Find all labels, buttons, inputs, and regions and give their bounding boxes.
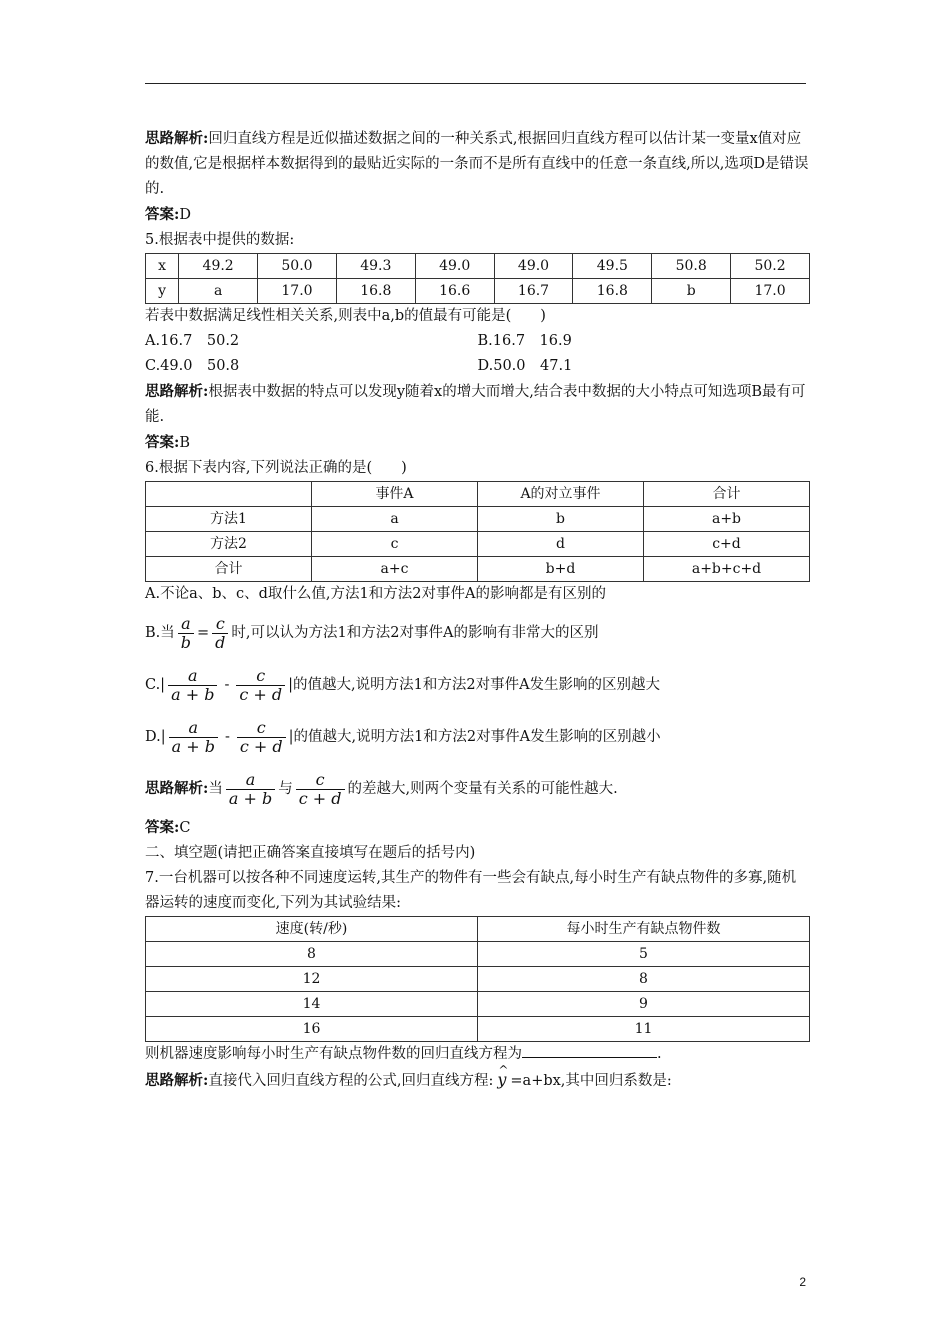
- answer-label: 答案:: [145, 819, 180, 836]
- minus-sign: -: [224, 677, 230, 693]
- table-cell: 16.8: [573, 279, 652, 304]
- table-cell: 事件A: [312, 482, 478, 507]
- fraction-a-over-b: [178, 615, 194, 652]
- q7-stem: 7.一台机器可以按各种不同速度运转,其生产的物件有一些会有缺点,每小时生产有缺点物件的多寡,随机器运转的速度而变化,下列为其试验结果:: [145, 870, 797, 911]
- q5-analysis: [145, 379, 810, 430]
- denominator: a + b: [168, 685, 217, 704]
- table-cell: 5: [478, 942, 810, 967]
- table-row: [146, 1017, 810, 1042]
- table-cell: 8: [478, 967, 810, 992]
- numerator: c: [256, 717, 266, 737]
- table-cell: 合计: [146, 557, 312, 582]
- q6-analysis: [145, 763, 810, 815]
- page-content: [145, 126, 810, 1094]
- q7-table: [145, 916, 810, 1042]
- q5-stem: 5.根据表中提供的数据:: [145, 232, 295, 248]
- table-cell: 50.0: [258, 254, 337, 279]
- table-row: [146, 279, 810, 304]
- option-b: B.16.7 16.9: [477, 333, 572, 349]
- table-cell: d: [478, 532, 644, 557]
- table-row: [146, 992, 810, 1017]
- analysis-label: 思路解析:: [145, 383, 209, 400]
- answer-blank: [522, 1043, 657, 1058]
- fraction-c-over-c-plus-d: [237, 719, 286, 756]
- table-cell: c+d: [644, 532, 810, 557]
- table-row: [146, 254, 810, 279]
- table-cell: 49.2: [179, 254, 258, 279]
- denominator: d: [212, 633, 228, 652]
- option-a: A.不论a、b、c、d取什么值,方法1和方法2对事件A的影响都是有区别的: [145, 586, 606, 602]
- numerator: a: [181, 613, 191, 633]
- q6-answer: [145, 815, 810, 841]
- table-cell: x: [146, 254, 179, 279]
- analysis-text: 直接代入回归直线方程的公式,回归直线方程:: [208, 1073, 494, 1089]
- table-row: [146, 967, 810, 992]
- option-c: C.49.0 50.8: [145, 358, 240, 374]
- option-d: D.50.0 47.1: [477, 358, 573, 374]
- table-cell: a+b: [644, 507, 810, 532]
- option-text: 时,可以认为方法1和方法2对事件A的影响有非常大的区别: [231, 625, 599, 641]
- table-cell: 方法1: [146, 507, 312, 532]
- table-cell: 8: [146, 942, 478, 967]
- table-cell: a: [179, 279, 258, 304]
- option-b: [145, 607, 810, 659]
- table-cell: 每小时生产有缺点物件数: [478, 917, 810, 942]
- table-cell: 17.0: [731, 279, 810, 304]
- fraction-c-over-c-plus-d: [236, 667, 285, 704]
- table-cell: 方法2: [146, 532, 312, 557]
- numerator: a: [188, 717, 199, 737]
- numerator: c: [215, 613, 225, 633]
- option-label: B.当: [145, 625, 175, 641]
- fraction-a-over-a-plus-b: [226, 771, 275, 808]
- analysis-text: 与: [278, 781, 293, 797]
- table-cell: 9: [478, 992, 810, 1017]
- table-cell: 16.6: [415, 279, 494, 304]
- answer-label: 答案:: [145, 434, 180, 451]
- table-cell: 50.2: [731, 254, 810, 279]
- y-hat-symbol: ^ y: [497, 1067, 506, 1092]
- fraction-a-over-a-plus-b: [169, 719, 218, 756]
- table-cell: a+c: [312, 557, 478, 582]
- table-cell: 17.0: [258, 279, 337, 304]
- question-end: .: [657, 1046, 662, 1062]
- fraction-a-over-a-plus-b: [168, 667, 217, 704]
- table-cell: 49.3: [336, 254, 415, 279]
- table-header-row: [146, 917, 810, 942]
- option-c: [145, 659, 810, 711]
- analysis-text: 根据表中数据的特点可以发现y随着x的增大而增大,结合表中数据的大小特点可知选项B最有可能.: [145, 384, 806, 425]
- table-cell: 速度(转/秒): [146, 917, 478, 942]
- table-cell: 49.0: [415, 254, 494, 279]
- denominator: a + b: [226, 789, 275, 808]
- table-cell: a: [312, 507, 478, 532]
- numerator: a: [245, 769, 256, 789]
- answer-line: [145, 202, 810, 228]
- table-cell: 12: [146, 967, 478, 992]
- analysis-label: 思路解析:: [145, 1072, 209, 1089]
- section-heading: 二、填空题(请把正确答案直接填写在题后的括号内): [145, 845, 476, 861]
- q5-question: 若表中数据满足线性相关关系,则表中a,b的值最有可能是( ): [145, 308, 546, 324]
- numerator: c: [256, 665, 266, 685]
- q7-analysis: [145, 1067, 810, 1094]
- table-cell: 合计: [644, 482, 810, 507]
- minus-sign: -: [224, 729, 230, 745]
- table-row: [146, 557, 810, 582]
- fraction-c-over-c-plus-d: [296, 771, 345, 808]
- analysis-text: 的差越大,则两个变量有关系的可能性越大.: [347, 781, 618, 797]
- option-text: |的值越大,说明方法1和方法2对事件A发生影响的区别越大: [288, 677, 661, 693]
- table-cell: 11: [478, 1017, 810, 1042]
- fraction-c-over-d: [212, 615, 228, 652]
- table-cell: 16: [146, 1017, 478, 1042]
- page-number: 2: [799, 1275, 806, 1289]
- equals-sign: =: [197, 625, 210, 641]
- answer-value: C: [179, 820, 191, 836]
- table-cell: A的对立事件: [478, 482, 644, 507]
- table-cell: 16.7: [494, 279, 573, 304]
- table-cell: 16.8: [336, 279, 415, 304]
- answer-value: B: [179, 435, 191, 451]
- q5-answer: [145, 430, 810, 456]
- table-cell: b+d: [478, 557, 644, 582]
- option-a: A.16.7 50.2: [145, 333, 240, 349]
- analysis-text: 回归直线方程是近似描述数据之间的一种关系式,根据回归直线方程可以估计某一变量x值对应的数值,它是根据样本数据得到的最贴近实际的一条而不是所有直线中的任意一条直线,所以,选项D是错误的.: [145, 131, 809, 197]
- option-label: D.|: [145, 729, 166, 745]
- analysis-paragraph: [145, 126, 810, 202]
- table-cell: 49.5: [573, 254, 652, 279]
- table-cell: 50.8: [652, 254, 731, 279]
- table-row: [146, 942, 810, 967]
- table-row: [146, 507, 810, 532]
- table-cell: c: [312, 532, 478, 557]
- answer-value: D: [179, 207, 191, 223]
- table-header-row: [146, 482, 810, 507]
- q5-options: [145, 329, 810, 379]
- table-cell: 49.0: [494, 254, 573, 279]
- table-cell: a+b+c+d: [644, 557, 810, 582]
- table-cell: [146, 482, 312, 507]
- denominator: c + d: [236, 685, 285, 704]
- option-text: |的值越大,说明方法1和方法2对事件A发生影响的区别越小: [288, 729, 661, 745]
- q6-table: [145, 481, 810, 582]
- header-rule: [145, 83, 806, 84]
- analysis-label: 思路解析:: [145, 780, 209, 797]
- analysis-label: 思路解析:: [145, 130, 209, 147]
- denominator: c + d: [296, 789, 345, 808]
- analysis-text: 当: [208, 781, 223, 797]
- q7-question: [145, 1042, 810, 1067]
- analysis-text: =a+bx,其中回归系数是:: [510, 1073, 672, 1089]
- question-text: 则机器速度影响每小时生产有缺点物件数的回归直线方程为: [145, 1046, 522, 1062]
- table-cell: y: [146, 279, 179, 304]
- q6-stem: 6.根据下表内容,下列说法正确的是( ): [145, 460, 407, 476]
- table-row: [146, 532, 810, 557]
- table-cell: b: [478, 507, 644, 532]
- option-label: C.|: [145, 677, 166, 693]
- table-cell: 14: [146, 992, 478, 1017]
- q5-table: [145, 253, 810, 304]
- denominator: b: [178, 633, 194, 652]
- answer-label: 答案:: [145, 206, 180, 223]
- table-cell: b: [652, 279, 731, 304]
- numerator: a: [187, 665, 198, 685]
- option-d: [145, 711, 810, 763]
- denominator: c + d: [237, 737, 286, 756]
- numerator: c: [315, 769, 325, 789]
- denominator: a + b: [169, 737, 218, 756]
